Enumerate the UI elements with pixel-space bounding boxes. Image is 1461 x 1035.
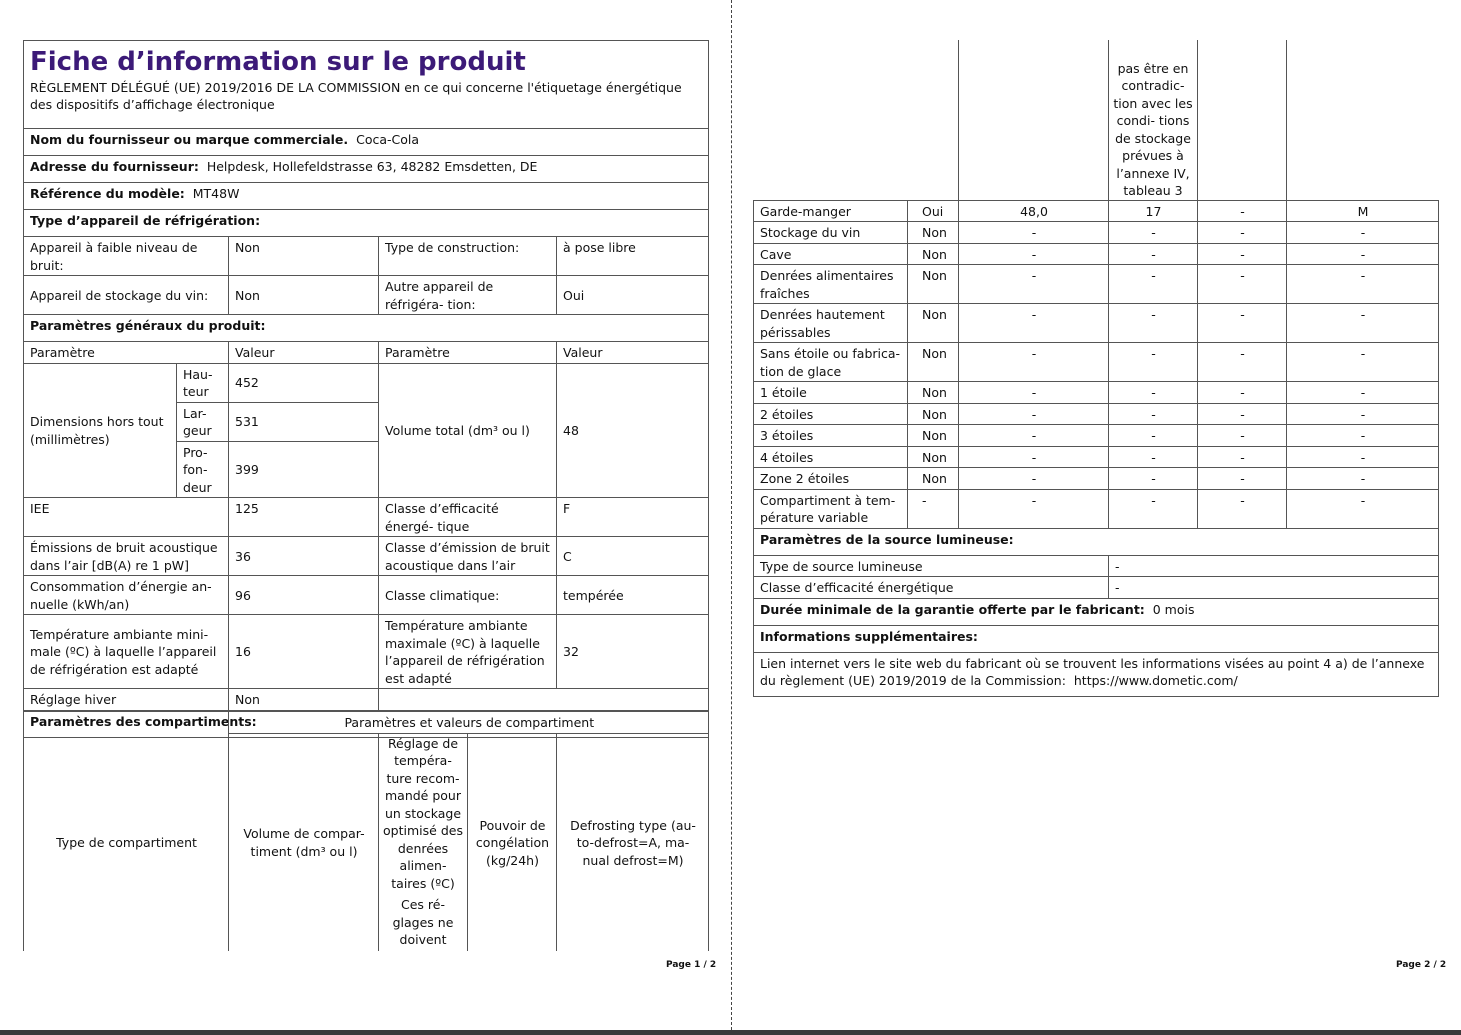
compartment-volume: - xyxy=(959,265,1109,304)
consumption-value: 96 xyxy=(229,576,379,615)
compartment-present: Non xyxy=(908,446,959,468)
compartment-row xyxy=(754,468,1439,490)
volume-label: Volume total (dm³ ou l) xyxy=(379,363,557,498)
compartment-defrost: - xyxy=(1287,343,1439,382)
compartment-present: Non xyxy=(908,265,959,304)
other-value: Oui xyxy=(557,276,709,315)
max-temp-label: Température ambiante maximale (ºC) à laquelle l’appareil de réfrigération est adapté xyxy=(379,615,557,689)
light-type-label: Type de source lumineuse xyxy=(754,555,1109,577)
compartment-row xyxy=(754,489,1439,528)
compartment-present: Non xyxy=(908,222,959,244)
compartment-freeze: - xyxy=(1198,403,1287,425)
width-value: 531 xyxy=(229,402,379,441)
climate-value: tempérée xyxy=(557,576,709,615)
noise-label: Émissions de bruit acoustique dans l’air [dB(A) re 1 pW] xyxy=(24,537,229,576)
page-1 xyxy=(0,0,731,1030)
compartment-freeze: - xyxy=(1198,222,1287,244)
page-number: Page 1 / 2 xyxy=(666,960,717,970)
winter-value: Non xyxy=(229,689,379,711)
compartment-freeze: - xyxy=(1198,382,1287,404)
compartment-row xyxy=(754,403,1439,425)
depth-value: 399 xyxy=(229,441,379,498)
compartment-row xyxy=(754,304,1439,343)
light-heading: Paramètres de la source lumineuse: xyxy=(754,528,1439,555)
compartment-row xyxy=(754,222,1439,244)
energy-class-value: F xyxy=(557,498,709,537)
compartment-header-table xyxy=(23,711,709,951)
comp-temp-header xyxy=(379,733,468,951)
warranty-label: Durée minimale de la garantie offerte par le fabricant: xyxy=(760,601,1145,617)
compartment-temp: - xyxy=(1109,446,1198,468)
header-cell xyxy=(24,41,709,129)
compartment-freeze: - xyxy=(1198,200,1287,222)
info-row xyxy=(754,652,1439,696)
compartment-freeze: - xyxy=(1198,243,1287,265)
width-label: Lar- geur xyxy=(177,402,229,441)
comp-blank-top xyxy=(24,712,229,734)
compartment-temp: - xyxy=(1109,304,1198,343)
light-class-label: Classe d’efficacité énergétique xyxy=(754,577,1109,599)
comp-temp-header-cont: pas être en contradic- tion avec les condi- tions de stockage prévues à l’annexe IV, tableau 3 xyxy=(1109,40,1198,200)
compartment-temp: 17 xyxy=(1109,200,1198,222)
winter-label: Réglage hiver xyxy=(24,689,229,711)
compartment-name: Stockage du vin xyxy=(754,222,908,244)
col-param-header-1: Paramètre xyxy=(24,342,229,364)
compartment-name: Zone 2 étoiles xyxy=(754,468,908,490)
compartment-temp: - xyxy=(1109,403,1198,425)
compartment-defrost: - xyxy=(1287,425,1439,447)
noise-value: 36 xyxy=(229,537,379,576)
compartment-row xyxy=(754,425,1439,447)
compartment-present: Non xyxy=(908,304,959,343)
min-temp-value: 16 xyxy=(229,615,379,689)
compartment-rows xyxy=(754,200,1439,528)
compartments-heading: Paramètres des compartiments: xyxy=(24,710,709,737)
compartment-present: Non xyxy=(908,343,959,382)
comp-defrost-cont xyxy=(1287,40,1439,200)
low-noise-value: Non xyxy=(229,237,379,276)
col-param-header-2: Paramètre xyxy=(379,342,557,364)
compartment-present: Non xyxy=(908,243,959,265)
noise-class-value: C xyxy=(557,537,709,576)
compartment-defrost: M xyxy=(1287,200,1439,222)
compartment-freeze: - xyxy=(1198,446,1287,468)
comp-volume-header: Volume de compar- timent (dm³ ou l) xyxy=(229,733,379,951)
compartment-temp: - xyxy=(1109,489,1198,528)
warranty-row xyxy=(754,598,1439,625)
max-temp-value: 32 xyxy=(557,615,709,689)
compartment-volume: - xyxy=(959,468,1109,490)
appliance-type-heading: Type d’appareil de réfrigération: xyxy=(24,210,709,237)
warranty-value: 0 mois xyxy=(1152,601,1195,617)
model-row xyxy=(24,183,709,210)
comp-freeze-header: Pouvoir de congélation (kg/24h) xyxy=(468,733,557,951)
compartment-temp: - xyxy=(1109,425,1198,447)
page-title: Fiche d’information sur le produit xyxy=(30,47,526,77)
light-type-value: - xyxy=(1109,555,1439,577)
comp-defrost-header: Defrosting type (au- to-defrost=A, ma- nual defrost=M) xyxy=(557,733,709,951)
noise-class-label: Classe d’émission de bruit acoustique dans l’air xyxy=(379,537,557,576)
compartment-defrost: - xyxy=(1287,468,1439,490)
compartment-defrost: - xyxy=(1287,489,1439,528)
min-temp-label: Température ambiante mini- male (ºC) à laquelle l’appareil de réfrigération est adapté xyxy=(24,615,229,689)
address-value: Helpdesk, Hollefeldstrasse 63, 48282 Emsdetten, DE xyxy=(206,159,538,174)
climate-label: Classe climatique: xyxy=(379,576,557,615)
compartment-present: Oui xyxy=(908,200,959,222)
compartment-defrost: - xyxy=(1287,403,1439,425)
compartment-defrost: - xyxy=(1287,446,1439,468)
compartment-present: Non xyxy=(908,403,959,425)
compartment-temp: - xyxy=(1109,382,1198,404)
compartment-name: Compartiment à tem- pérature variable xyxy=(754,489,908,528)
supplier-row xyxy=(24,129,709,156)
compartment-volume: - xyxy=(959,304,1109,343)
compartment-defrost: - xyxy=(1287,222,1439,244)
compartment-temp: - xyxy=(1109,265,1198,304)
comp-blank-cont xyxy=(754,40,959,200)
compartment-row xyxy=(754,243,1439,265)
compartment-temp: - xyxy=(1109,243,1198,265)
comp-temp-header-part-b: Ces ré- glages ne doivent xyxy=(392,897,454,947)
compartment-name: 4 étoiles xyxy=(754,446,908,468)
compartment-row xyxy=(754,382,1439,404)
wine-value: Non xyxy=(229,276,379,315)
iee-label: IEE xyxy=(24,498,229,537)
compartment-volume: - xyxy=(959,446,1109,468)
compartment-freeze: - xyxy=(1198,425,1287,447)
compartment-temp: - xyxy=(1109,468,1198,490)
compartment-volume: - xyxy=(959,425,1109,447)
compartment-row xyxy=(754,343,1439,382)
compartment-volume: - xyxy=(959,382,1109,404)
compartment-freeze: - xyxy=(1198,265,1287,304)
compartment-freeze: - xyxy=(1198,468,1287,490)
supplier-value: Coca-Cola xyxy=(356,132,420,147)
supplier-label: Nom du fournisseur ou marque commerciale. xyxy=(30,132,349,147)
low-noise-label: Appareil à faible niveau de bruit: xyxy=(24,237,229,276)
height-value: 452 xyxy=(229,363,379,402)
col-value-header-1: Valeur xyxy=(229,342,379,364)
energy-class-label: Classe d’efficacité énergé- tique xyxy=(379,498,557,537)
page-number: Page 2 / 2 xyxy=(1396,960,1447,970)
compartment-freeze: - xyxy=(1198,489,1287,528)
compartment-table-page-2 xyxy=(753,40,1439,697)
compartment-volume: - xyxy=(959,489,1109,528)
general-params-heading: Paramètres généraux du produit: xyxy=(24,315,709,342)
regulation-text: RÈGLEMENT DÉLÉGUÉ (UE) 2019/2016 DE LA COMMISSION en ce qui concerne l'étiquetage énergétique des dispositifs d’affichage électronique xyxy=(30,80,682,112)
info-heading: Informations supplémentaires: xyxy=(754,625,1439,652)
compartment-volume: - xyxy=(959,222,1109,244)
light-class-value: - xyxy=(1109,577,1439,599)
iee-value: 125 xyxy=(229,498,379,537)
depth-label: Pro- fon- deur xyxy=(177,441,229,498)
volume-value: 48 xyxy=(557,363,709,498)
compartment-defrost: - xyxy=(1287,382,1439,404)
comp-type-header: Type de compartiment xyxy=(24,733,229,951)
compartment-volume: 48,0 xyxy=(959,200,1109,222)
compartment-row xyxy=(754,265,1439,304)
wine-label: Appareil de stockage du vin: xyxy=(24,276,229,315)
model-value: MT48W xyxy=(192,186,240,201)
compartment-name: 3 étoiles xyxy=(754,425,908,447)
window-bottom-bar xyxy=(0,1030,1461,1035)
compartment-name: Denrées hautement périssables xyxy=(754,304,908,343)
info-text: Lien internet vers le site web du fabricant où se trouvent les informations visées au point 4 a) de l’annexe du règlement (UE) 2019/2019 de la Commission: xyxy=(760,655,1425,688)
compartment-present: Non xyxy=(908,468,959,490)
model-label: Référence du modèle: xyxy=(30,186,185,201)
compartment-volume: - xyxy=(959,343,1109,382)
compartment-name: Garde-manger xyxy=(754,200,908,222)
info-url-link[interactable]: https://www.dometic.com/ xyxy=(1073,673,1238,688)
compartment-present: - xyxy=(908,489,959,528)
comp-freeze-cont xyxy=(1198,40,1287,200)
compartment-name: Denrées alimentaires fraîches xyxy=(754,265,908,304)
compartment-defrost: - xyxy=(1287,304,1439,343)
comp-params-heading: Paramètres et valeurs de compartiment xyxy=(229,712,709,734)
consumption-label: Consommation d’énergie an- nuelle (kWh/an) xyxy=(24,576,229,615)
page-2 xyxy=(732,0,1461,1030)
compartment-row xyxy=(754,446,1439,468)
compartment-defrost: - xyxy=(1287,243,1439,265)
compartment-freeze: - xyxy=(1198,343,1287,382)
compartment-present: Non xyxy=(908,382,959,404)
other-label: Autre appareil de réfrigéra- tion: xyxy=(379,276,557,315)
compartment-name: Cave xyxy=(754,243,908,265)
dimensions-label: Dimensions hors tout (millimètres) xyxy=(24,363,177,498)
compartment-temp: - xyxy=(1109,343,1198,382)
construction-label: Type de construction: xyxy=(379,237,557,276)
height-label: Hau- teur xyxy=(177,363,229,402)
product-info-sheet-page-1 xyxy=(23,40,709,738)
compartment-temp: - xyxy=(1109,222,1198,244)
compartment-present: Non xyxy=(908,425,959,447)
compartment-freeze: - xyxy=(1198,304,1287,343)
compartment-name: Sans étoile ou fabrica- tion de glace xyxy=(754,343,908,382)
compartment-volume: - xyxy=(959,403,1109,425)
compartment-row xyxy=(754,200,1439,222)
comp-volume-cont xyxy=(959,40,1109,200)
col-value-header-2: Valeur xyxy=(557,342,709,364)
comp-temp-header-part-a: Réglage de tempéra- ture recom- mandé pour un stockage optimisé des denrées alimen- taires (ºC) xyxy=(383,735,463,891)
address-row xyxy=(24,156,709,183)
construction-value: à pose libre xyxy=(557,237,709,276)
address-label: Adresse du fournisseur: xyxy=(30,159,199,174)
compartment-defrost: - xyxy=(1287,265,1439,304)
compartment-name: 1 étoile xyxy=(754,382,908,404)
winter-empty xyxy=(379,689,709,711)
compartment-name: 2 étoiles xyxy=(754,403,908,425)
compartment-volume: - xyxy=(959,243,1109,265)
